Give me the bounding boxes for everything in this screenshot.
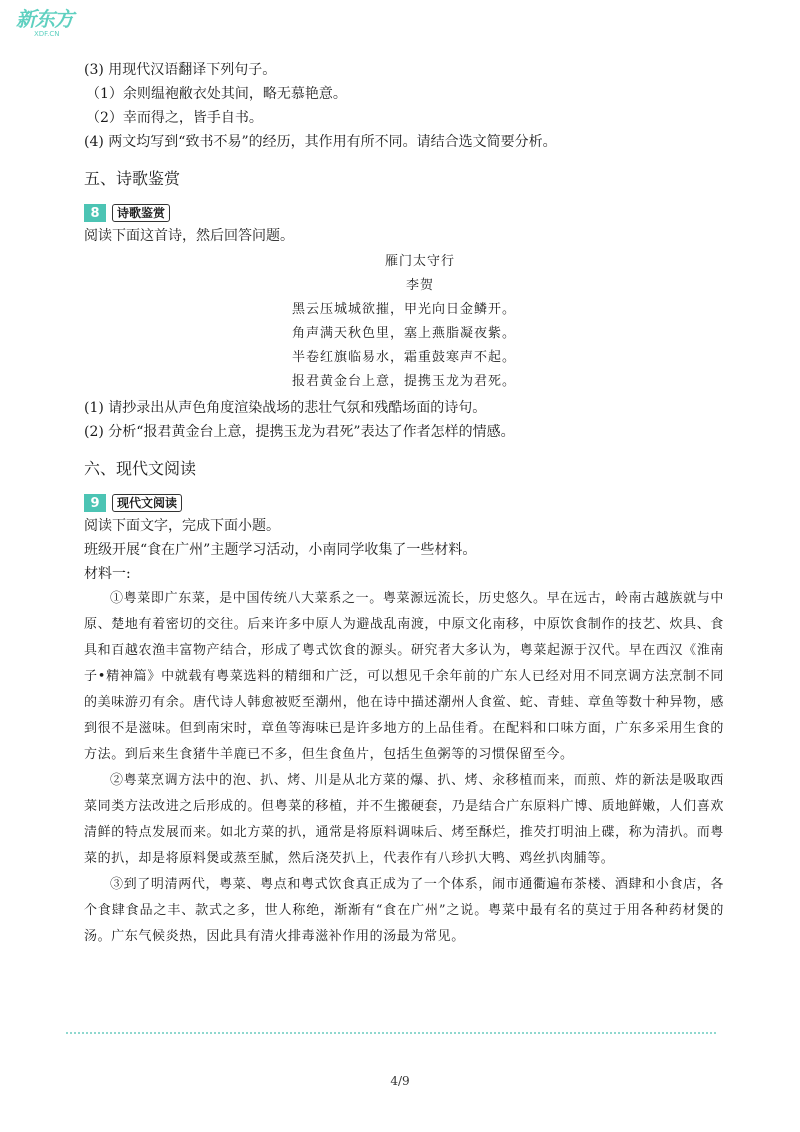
page-number: 4/9 <box>390 1074 410 1088</box>
question-type-tag: 诗歌鉴赏 <box>112 204 170 222</box>
section-title-modern-reading: 六、现代文阅读 <box>84 459 197 478</box>
question-number-badge: 9 <box>84 494 106 512</box>
page-content <box>84 58 724 950</box>
brand-logo <box>16 8 86 42</box>
question-3-2: （2）幸而得之，皆手自书。 <box>86 110 263 126</box>
question-3-1: （1）余则缊袍敝衣处其间，略无慕艳意。 <box>86 86 347 102</box>
poetry-intro: 阅读下面这首诗，然后回答问题。 <box>84 228 294 244</box>
poem-title: 雁门太守行 <box>384 254 455 269</box>
section-title-poetry: 五、诗歌鉴赏 <box>84 169 181 188</box>
question-type-tag: 现代文阅读 <box>112 494 182 512</box>
logo-subtext: XDF.CN <box>34 30 60 38</box>
poem-line: 角声满天秋色里，塞上燕脂凝夜紫。 <box>291 326 516 341</box>
reading-intro: 阅读下面文字，完成下面小题。 <box>84 518 280 534</box>
footer-divider <box>66 1032 716 1034</box>
question-3: (3) 用现代汉语翻译下列句子。 <box>84 62 277 78</box>
material-paragraph: ②粤菜烹调方法中的泡、扒、烤、川是从北方菜的爆、扒、烤、汆移植而来，而煎、炸的新法是吸取西菜同类方法改进之后形成的。但粤菜的移植，并不生搬硬套，乃是结合广东原料广博、质地鲜嫩，人们喜欢清鲜的特点发展而来。如北方菜的扒，通常是将原料调味后、烤至酥烂，推芡打明油上碟，称为清扒。而粤菜的扒，却是将原料煲或蒸至腻，然后浇芡扒上，代表作有八珍扒大鸭、鸡丝扒肉脯等。 <box>84 773 724 866</box>
logo-text: 新东方 <box>16 7 73 31</box>
question-tag-row <box>84 202 724 224</box>
poetry-question-1: (1) 请抄录出从声色角度渲染战场的悲壮气氛和残酷场面的诗句。 <box>84 400 487 416</box>
material-paragraph: ①粤菜即广东菜，是中国传统八大菜系之一。粤菜源远流长，历史悠久。早在远古，岭南古越族就与中原、楚地有着密切的交往。后来许多中原人为避战乱南渡，中原文化南移，中原饮食制作的技艺、炊具、食具和百越农渔丰富物产结合，形成了粤式饮食的源头。研究者大多认为，粤菜起源于汉代。早在西汉《淮南子•精神篇》中就载有粤菜选料的精细和广泛，可以想见千余年前的广东人已经对用不同烹调方法烹制不同的美味游刃有余。唐代诗人韩愈被贬至潮州，他在诗中描述潮州人食鲎、蛇、青蛙、章鱼等数十种异物，感到很不是滋味。但到南宋时，章鱼等海味已是许多地方的上品佳肴。在配料和口味方面，广东多采用生食的方法。到后来生食猪牛羊鹿已不多，但生食鱼片，包括生鱼粥等的习惯保留至今。 <box>84 591 724 762</box>
poem-line: 半卷红旗临易水，霜重鼓寒声不起。 <box>291 350 516 365</box>
poem <box>84 250 724 394</box>
poetry-question-2: (2) 分析“报君黄金台上意，提携玉龙为君死”表达了作者怎样的情感。 <box>84 424 515 440</box>
reading-context: 班级开展“食在广州”主题学习活动，小南同学收集了一些材料。 <box>84 542 477 558</box>
poem-line: 黑云压城城欲摧，甲光向日金鳞开。 <box>291 302 516 317</box>
poem-line: 报君黄金台上意，提携玉龙为君死。 <box>291 374 516 389</box>
material-label: 材料一: <box>84 566 131 582</box>
poem-author: 李贺 <box>405 278 434 293</box>
question-number-badge: 8 <box>84 204 106 222</box>
question-4: (4) 两文均写到“致书不易”的经历，其作用有所不同。请结合选文简要分析。 <box>84 134 557 150</box>
question-tag-row <box>84 492 724 514</box>
material-paragraph: ③到了明清两代，粤菜、粤点和粤式饮食真正成为了一个体系，闹市通衢遍布茶楼、酒肆和小食店，各个食肆食品之丰、款式之多，世人称绝，渐渐有“食在广州”之说。粤菜中最有名的莫过于用各种药材煲的汤。广东气候炎热，因此具有清火排毒滋补作用的汤最为常见。 <box>84 877 724 944</box>
